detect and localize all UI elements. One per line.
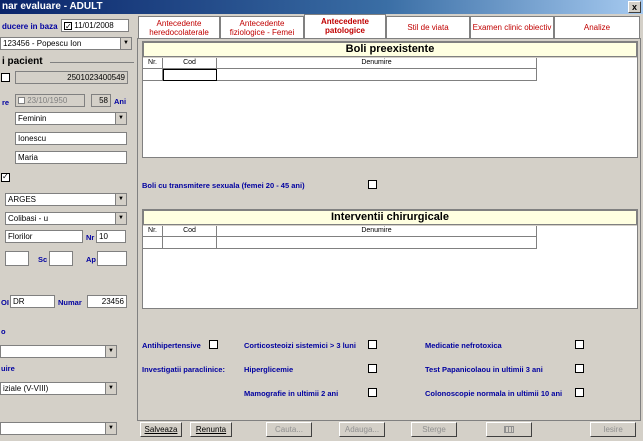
birth-label: re [2,98,10,107]
interventii-grid[interactable] [143,226,637,308]
interventii-col-nr: Nr. [143,226,163,237]
antihipertensive-label: Antihipertensive [142,341,201,350]
sex-value: Feminin [18,114,47,123]
chevron-down-icon: ▼ [105,346,116,357]
ap-field[interactable] [97,251,127,266]
window-title: nar evaluare - ADULT [2,1,103,12]
sc-label: Sc [38,255,48,264]
hiperglicemie-checkbox[interactable] [368,364,377,373]
doc-label: OI [1,298,9,307]
studies-select[interactable] [0,382,117,395]
search-button[interactable]: Cauta... [266,422,312,437]
close-button[interactable]: x [628,1,641,13]
patient-select-value: 123456 - Popescu Ion [3,39,82,48]
cnp-field[interactable]: 2501023400549 [15,71,128,84]
tab-examen-clinic[interactable]: Examen clinic obiectiv [470,16,554,38]
papanicolau-label: Test Papanicolaou in ultimii 3 ani [425,365,543,374]
cortico-label: Corticosteoizi sistemici > 3 luni [244,341,356,350]
tab-stil-viata[interactable]: Stil de viata [386,16,470,38]
nefrotoxica-checkbox[interactable] [575,340,584,349]
interventii-cell-cod[interactable] [163,237,217,249]
birth-date-value: 23/10/1950 [27,96,68,105]
sex-select[interactable] [15,112,127,125]
tab-fiziologice[interactable]: Antecedente fiziologice - Femei [220,16,304,38]
section-title: i pacient [2,56,43,67]
nr-label: Nr [86,233,95,242]
chevron-down-icon: ▼ [115,194,126,205]
nr-field[interactable]: 10 [96,230,126,243]
add-button[interactable]: Adauga... [339,422,385,437]
tab-content [137,38,641,421]
tab-analize[interactable]: Analize [554,16,640,38]
boli-title: Boli preexistente [143,42,637,57]
tab-heredocolaterale[interactable]: Antecedente heredocolaterale [138,16,220,38]
hiperglicemie-label: Hiperglicemie [244,365,294,374]
nefrotoxica-label: Medicatie nefrotoxica [425,341,502,350]
intro-label: ducere in baza [2,22,58,31]
studies-label: uire [1,364,15,373]
divider [50,62,134,63]
field-select-1[interactable] [0,345,117,358]
patient-panel [0,14,136,441]
sex-transmission-label: Boli cu transmitere sexuala (femei 20 - 45 ani) [142,181,305,190]
surname-field[interactable]: Ionescu [15,132,127,145]
field-select-2[interactable] [0,422,117,435]
date-picker[interactable] [61,19,129,32]
address-checkbox[interactable] [1,173,10,182]
cortico-checkbox[interactable] [368,340,377,349]
tab-patologice[interactable]: Antecedente patologice [304,14,386,39]
patient-select[interactable] [0,37,132,50]
sc-field[interactable] [49,251,73,266]
interventii-col-cod: Cod [163,226,217,237]
street-field[interactable]: Florilor [5,230,83,243]
medical-history-panel [136,14,643,441]
interventii-cell-den[interactable] [217,237,537,249]
title-bar [0,0,643,14]
chevron-down-icon: ▼ [105,423,116,434]
age-field: 58 [91,94,111,107]
grid-icon [504,426,514,433]
exit-button[interactable]: Iesire [590,422,636,437]
investigatii-label: Investigatii paraclinice: [142,365,225,374]
chevron-down-icon: ▼ [115,113,126,124]
interventii-title: Interventii chirurgicale [143,210,637,225]
locality-value: Colibasi - u [8,214,49,223]
county-select[interactable] [5,193,127,206]
cnp-checkbox[interactable] [1,73,10,82]
locality-select[interactable] [5,212,127,225]
boli-cell-nr[interactable] [143,69,163,81]
marker-label: o [1,327,6,336]
doc-series-field[interactable]: DR [10,295,55,308]
boli-cell-cod[interactable] [163,69,217,81]
papanicolau-checkbox[interactable] [575,364,584,373]
grid-view-button[interactable] [486,422,532,437]
save-button[interactable]: Salveaza [140,422,182,437]
colonoscopie-label: Colonoscopie normala in ultimii 10 ani [425,389,563,398]
boli-col-cod: Cod [163,58,217,69]
antihipertensive-checkbox[interactable] [209,340,218,349]
interventii-col-den: Denumire [217,226,537,237]
birth-date-field[interactable] [15,94,85,107]
mamografie-checkbox[interactable] [368,388,377,397]
date-value: 11/01/2008 [74,21,114,30]
boli-col-nr: Nr. [143,58,163,69]
studies-value: iziale (V-VIII) [3,384,49,393]
boli-cell-den[interactable] [217,69,537,81]
bl-field[interactable] [5,251,29,266]
interventii-cell-nr[interactable] [143,237,163,249]
cancel-button[interactable]: Renunta [190,422,232,437]
chevron-down-icon: ▼ [105,383,116,394]
boli-grid[interactable] [143,58,637,157]
boli-col-den: Denumire [217,58,537,69]
delete-button[interactable]: Sterge [411,422,457,437]
county-value: ARGES [8,195,37,204]
ap-label: Ap [86,255,96,264]
mamografie-label: Mamografie in ultimii 2 ani [244,389,339,398]
chevron-down-icon: ▼ [120,38,131,49]
numar-field[interactable]: 23456 [87,295,127,308]
interventii-section [142,209,638,309]
age-unit: Ani [114,97,127,106]
date-checkbox[interactable] [64,22,72,30]
first-name-field[interactable]: Maria [15,151,127,164]
chevron-down-icon: ▼ [115,213,126,224]
sex-transmission-checkbox[interactable] [368,180,377,189]
birth-checkbox[interactable] [18,97,25,104]
numar-label: Numar [58,298,82,307]
colonoscopie-checkbox[interactable] [575,388,584,397]
boli-section [142,41,638,158]
